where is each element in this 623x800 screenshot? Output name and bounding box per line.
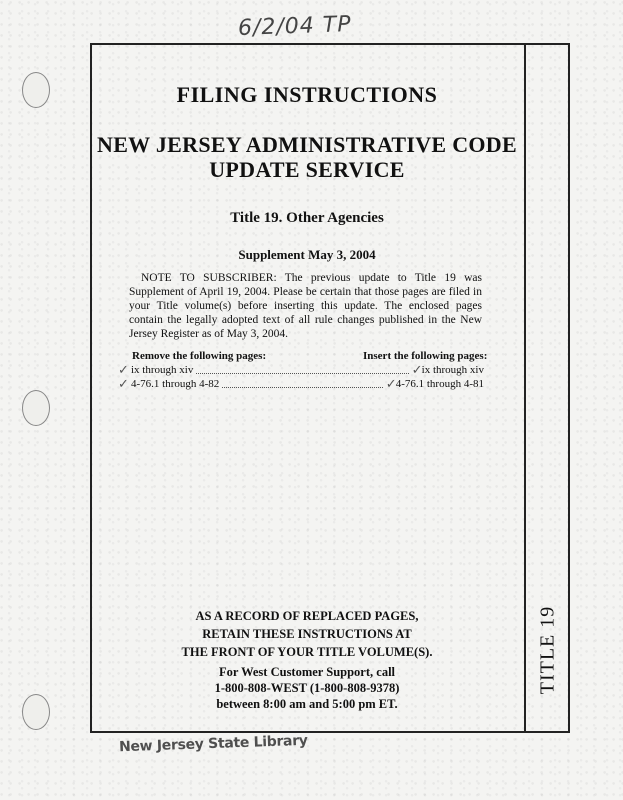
page-list-row	[118, 377, 484, 391]
dotted-leader	[196, 373, 408, 374]
binder-hole-top	[22, 72, 50, 108]
support-hours: between 8:00 am and 5:00 pm ET.	[216, 697, 398, 711]
support-phone: 1-800-808-WEST (1-800-808-9378)	[214, 681, 400, 695]
retention-instructions	[92, 607, 522, 661]
check-mark-icon: ✓	[385, 376, 397, 391]
binder-hole-middle	[22, 390, 50, 426]
retention-line: RETAIN THESE INSTRUCTIONS AT	[202, 627, 412, 641]
customer-support-info	[92, 664, 522, 712]
support-line: For West Customer Support, call	[218, 665, 396, 679]
check-mark-icon: ✓	[118, 362, 129, 377]
subscriber-note: NOTE TO SUBSCRIBER: The previous update to Title 19 was Supplement of April 19, 2004. Please be certain that those pages are filed in your Title volume(s) before inserting this update. The enclosed pages contain the legally adopted text of all rule changes published in the New Jersey Register as of May 3, 2004.	[129, 272, 482, 340]
title-subject: Title 19. Other Agencies	[230, 210, 384, 226]
remove-pages-value: 4-76.1 through 4-82	[131, 378, 220, 390]
remove-pages-header: Remove the following pages:	[132, 350, 267, 362]
dotted-leader	[222, 387, 382, 388]
code-title-line-1: NEW JERSEY ADMINISTRATIVE CODE	[97, 132, 517, 157]
code-title-line-2: UPDATE SERVICE	[209, 157, 405, 182]
library-stamp: New Jersey State Library	[118, 732, 308, 756]
title-tab-label: TITLE 19	[536, 605, 559, 695]
tab-divider	[524, 43, 526, 733]
insert-pages-value: ix through xiv	[421, 364, 484, 376]
binder-hole-bottom	[22, 694, 50, 730]
retention-line: AS A RECORD OF REPLACED PAGES,	[195, 609, 419, 623]
handwritten-date: 6/2/04 TP	[237, 12, 352, 41]
remove-pages-value: ix through xiv	[131, 364, 194, 376]
insert-pages-value: 4-76.1 through 4-81	[395, 378, 484, 390]
retention-line: THE FRONT OF YOUR TITLE VOLUME(S).	[181, 645, 433, 659]
check-mark-icon: ✓	[411, 362, 423, 377]
page-title: FILING INSTRUCTIONS	[176, 82, 438, 107]
check-mark-icon: ✓	[118, 376, 129, 391]
insert-pages-header: Insert the following pages:	[363, 350, 488, 362]
supplement-date: Supplement May 3, 2004	[238, 247, 376, 262]
page-list-row	[118, 363, 484, 377]
